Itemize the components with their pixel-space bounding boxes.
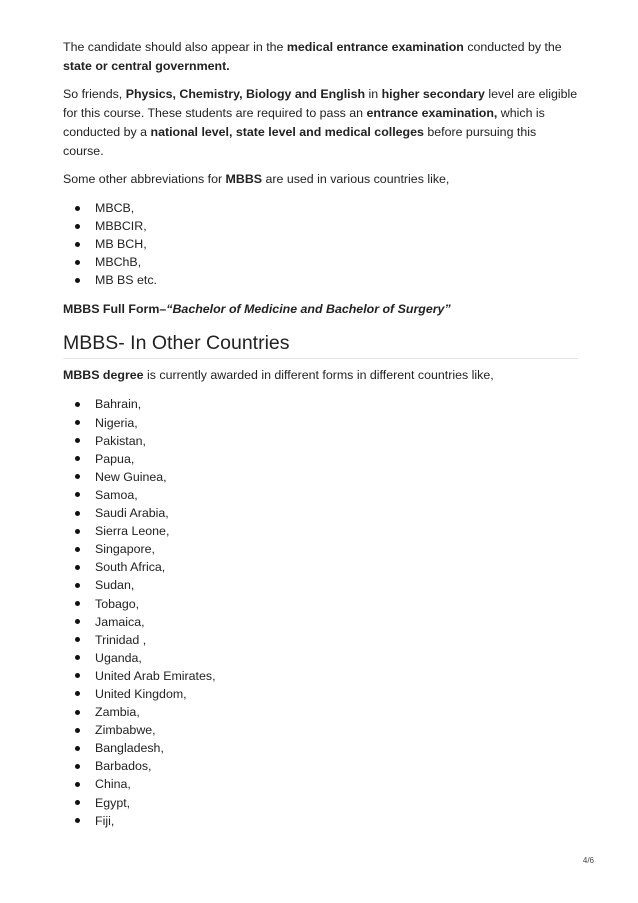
paragraph-entrance-exam [63,38,578,76]
list-item: Fiji, [75,812,578,830]
list-item: Jamaica, [75,613,578,631]
countries-list [63,395,578,829]
paragraph-countries-intro [63,366,578,385]
list-item: MB BS etc. [75,271,578,289]
section-heading: MBBS- In Other Countries [63,330,578,359]
bold-run: higher secondary [381,87,485,101]
list-item: Barbados, [75,757,578,775]
bold-run: entrance examination, [366,106,498,120]
list-item: Sierra Leone, [75,522,578,540]
bold-run: national level, state level and medical colleges [150,125,424,139]
bold-run: MBBS [225,172,263,186]
list-item: Egypt, [75,794,578,812]
list-item: Bahrain, [75,395,578,413]
full-form-separator: – [159,302,167,317]
list-item: Tobago, [75,595,578,613]
list-item: Zimbabwe, [75,721,578,739]
list-item: Papua, [75,450,578,468]
list-item: MBChB, [75,253,578,271]
text-run: before pursuing this course. [63,125,537,158]
text-run: Some other abbreviations for [63,172,226,186]
list-item: Zambia, [75,703,578,721]
bold-run: state or central government. [63,59,230,73]
text-run: are used in various countries like, [262,172,450,186]
bold-run: medical entrance examination [286,40,464,54]
list-item: MBCB, [75,199,578,217]
text-run: The candidate should also appear in the [63,40,287,54]
list-item: Uganda, [75,649,578,667]
abbreviations-list [63,199,578,289]
text-run: level are eligible for this course. These students are required to pass an [63,87,578,120]
list-item: United Kingdom, [75,685,578,703]
full-form-line [63,300,578,319]
list-item: MBBCIR, [75,217,578,235]
text-run: in [365,87,382,101]
list-item: Samoa, [75,486,578,504]
list-item: Trinidad , [75,631,578,649]
bold-run: MBBS degree [63,368,144,383]
list-item: China, [75,775,578,793]
text-run: So friends, [63,87,126,101]
list-item: South Africa, [75,558,578,576]
paragraph-eligibility [63,85,578,161]
page-number: 4/6 [582,856,594,865]
text-run: conducted by the [463,40,562,54]
list-item: Bangladesh, [75,739,578,757]
list-item: Pakistan, [75,432,578,450]
list-item: MB BCH, [75,235,578,253]
list-item: Nigeria, [75,414,578,432]
text-run: which is conducted by a [63,106,545,139]
list-item: Singapore, [75,540,578,558]
list-item: United Arab Emirates, [75,667,578,685]
text-run: is currently awarded in different forms in different countries like, [143,368,494,383]
list-item: Saudi Arabia, [75,504,578,522]
bold-run: Physics, Chemistry, Biology and English [125,87,366,101]
list-item: New Guinea, [75,468,578,486]
document-page [63,38,578,830]
full-form-label: MBBS Full Form [63,302,160,317]
full-form-value: “Bachelor of Medicine and Bachelor of Surgery” [166,302,451,317]
paragraph-abbreviations-intro [63,170,578,189]
list-item: Sudan, [75,576,578,594]
